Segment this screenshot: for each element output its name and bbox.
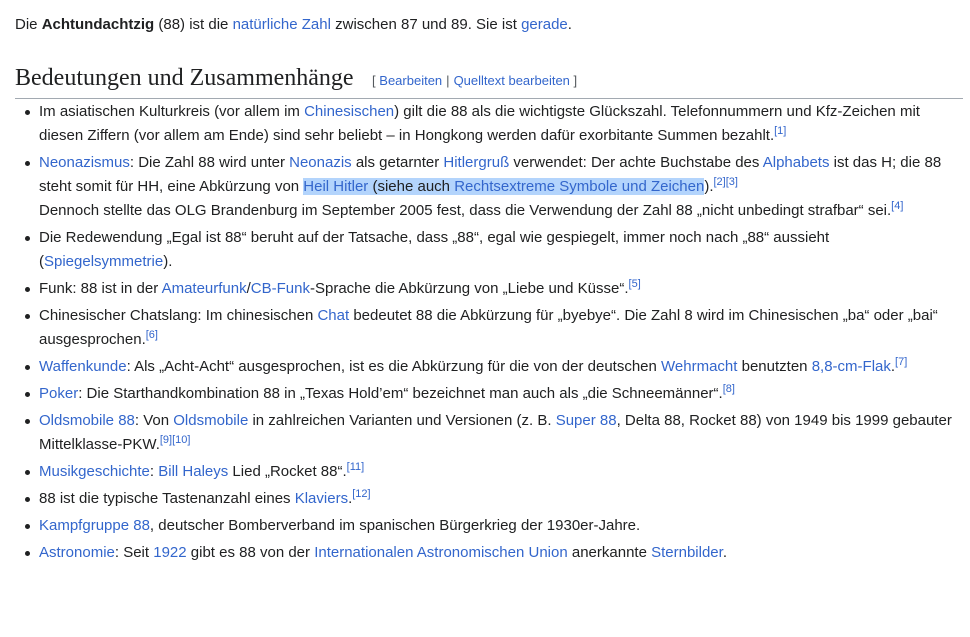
edit-link[interactable]: Bearbeiten bbox=[379, 73, 443, 88]
item-text: gibt es 88 von der bbox=[186, 544, 315, 561]
list-item bbox=[15, 100, 955, 148]
reference-link[interactable]: [9] bbox=[159, 434, 173, 446]
meanings-list bbox=[15, 100, 955, 568]
reference-link[interactable]: [5] bbox=[628, 278, 641, 290]
link-waffenkunde[interactable]: Waffenkunde bbox=[39, 358, 127, 375]
item-text: (siehe auch bbox=[368, 178, 455, 195]
reference-link[interactable]: [7] bbox=[895, 356, 908, 368]
item-text: : Die Starthandkombination 88 in „Texas Hold’em“ bezeichnet man auch als „die Schneemänner“. bbox=[78, 385, 723, 402]
link-wehrmacht[interactable]: Wehrmacht bbox=[661, 358, 738, 375]
link-oldsmobile[interactable]: Oldsmobile bbox=[173, 412, 249, 429]
edit-source-link[interactable]: Quelltext bearbeiten bbox=[453, 73, 570, 88]
link-gerade[interactable]: gerade bbox=[521, 16, 568, 33]
link-spiegelsymmetrie[interactable]: Spiegelsymmetrie bbox=[44, 253, 164, 270]
item-text: : Die Zahl 88 wird unter bbox=[129, 154, 290, 171]
reference-link[interactable]: [11] bbox=[346, 461, 365, 473]
item-text: Im asiatischen Kulturkreis (vor allem im bbox=[39, 103, 305, 120]
link-astronomie[interactable]: Astronomie bbox=[39, 544, 115, 561]
link-neonazismus[interactable]: Neonazismus bbox=[39, 154, 130, 171]
item-text: . bbox=[348, 490, 353, 507]
item-text: Funk: 88 ist in der bbox=[39, 280, 162, 297]
link-oldsmobile-88[interactable]: Oldsmobile 88 bbox=[39, 412, 135, 429]
item-text: : Als „Acht-Acht“ ausgesprochen, ist es die Abkürzung für die von der deutschen bbox=[126, 358, 662, 375]
link-musikgeschichte[interactable]: Musikgeschichte bbox=[39, 463, 150, 480]
link-super-88[interactable]: Super 88 bbox=[555, 412, 617, 429]
item-text: / bbox=[246, 280, 251, 297]
item-text: : bbox=[149, 463, 159, 480]
edit-section-links bbox=[372, 73, 577, 88]
list-item bbox=[15, 541, 955, 565]
item-text: Die Redewendung „Egal ist 88“ beruht auf der Tatsache, dass „88“, egal wie gespiegelt, immer noch nach „88“ aussieht ( bbox=[39, 229, 830, 270]
item-text: : Von bbox=[134, 412, 174, 429]
item-text: . bbox=[890, 358, 896, 375]
intro-text: Die bbox=[15, 16, 42, 33]
article-subject: Achtundachtzig bbox=[41, 16, 155, 33]
reference-link[interactable]: [1] bbox=[774, 125, 787, 137]
link-hitlergruss[interactable]: Hitlergruß bbox=[443, 154, 510, 171]
item-text: verwendet: Der achte Buchstabe des bbox=[509, 154, 763, 171]
link-sternbilder[interactable]: Sternbilder bbox=[651, 544, 723, 561]
link-bill-haleys[interactable]: Bill Haleys bbox=[158, 463, 229, 480]
reference-link[interactable]: [3] bbox=[725, 176, 738, 188]
link-rechtsextreme-symbole[interactable]: Rechtsextreme Symbole und Zeichen bbox=[454, 178, 705, 195]
item-text: -Sprache die Abkürzung von „Liebe und Küsse“. bbox=[309, 280, 629, 297]
text-selection bbox=[303, 178, 704, 195]
link-kampfgruppe-88[interactable]: Kampfgruppe 88 bbox=[39, 517, 150, 534]
intro-paragraph bbox=[15, 14, 572, 36]
list-item bbox=[15, 382, 955, 406]
link-iau[interactable]: Internationalen Astronomischen Union bbox=[314, 544, 568, 561]
list-item bbox=[15, 277, 955, 301]
link-chat[interactable]: Chat bbox=[317, 307, 350, 324]
list-item bbox=[15, 487, 955, 511]
link-heil-hitler[interactable]: Heil Hitler bbox=[303, 178, 369, 195]
item-text: Lied „Rocket 88“. bbox=[228, 463, 347, 480]
intro-text: zwischen 87 und 89. Sie ist bbox=[330, 16, 522, 33]
item-text: als getarnter bbox=[351, 154, 444, 171]
item-text: . bbox=[722, 544, 727, 561]
list-item bbox=[15, 355, 955, 379]
link-neonazis[interactable]: Neonazis bbox=[289, 154, 352, 171]
link-flak[interactable]: 8,8-cm-Flak bbox=[811, 358, 891, 375]
item-text: in zahlreichen Varianten und Versionen (z. B. bbox=[248, 412, 556, 429]
link-alphabets[interactable]: Alphabets bbox=[762, 154, 830, 171]
reference-link[interactable]: [8] bbox=[722, 383, 735, 395]
list-item bbox=[15, 514, 955, 538]
link-klaviers[interactable]: Klaviers bbox=[294, 490, 349, 507]
item-text: 88 ist die typische Tastenanzahl eines bbox=[39, 490, 295, 507]
item-text: ). bbox=[704, 178, 714, 195]
list-item bbox=[15, 304, 955, 352]
link-natuerliche-zahl[interactable]: natürliche Zahl bbox=[232, 16, 331, 33]
item-text: bedeutet 88 die Abkürzung für „byebye“. Die Zahl 8 wird im Chinesischen „ba“ oder „bai“ ausgesprochen. bbox=[39, 307, 938, 348]
item-text: benutzten bbox=[737, 358, 812, 375]
item-text: , Delta 88, Rocket 88) von 1949 bis 1999 gebauter Mittelklasse-PKW. bbox=[39, 412, 952, 453]
list-item bbox=[15, 460, 955, 484]
item-text: anerkannte bbox=[567, 544, 652, 561]
section-title: Bedeutungen und Zusammenhänge bbox=[15, 65, 354, 91]
link-amateurfunk[interactable]: Amateurfunk bbox=[161, 280, 247, 297]
item-text: , deutscher Bomberverband im spanischen Bürgerkrieg der 1930er-Jahre. bbox=[149, 517, 641, 534]
section-heading-row bbox=[15, 62, 963, 99]
link-cb-funk[interactable]: CB-Funk bbox=[250, 280, 310, 297]
reference-link[interactable]: [10] bbox=[172, 434, 191, 446]
intro-text: (88) ist die bbox=[154, 16, 233, 33]
intro-text: . bbox=[567, 16, 572, 33]
separator: | bbox=[446, 73, 450, 88]
link-chinesischen[interactable]: Chinesischen bbox=[304, 103, 395, 120]
bracket-open: [ bbox=[372, 73, 376, 88]
reference-link[interactable]: [2] bbox=[713, 176, 726, 188]
reference-link[interactable]: [4] bbox=[891, 200, 904, 212]
list-item bbox=[15, 409, 955, 457]
bracket-close: ] bbox=[573, 73, 578, 88]
reference-link[interactable]: [6] bbox=[145, 329, 158, 341]
list-item bbox=[15, 226, 955, 274]
list-item bbox=[15, 151, 955, 223]
item-text: ) gilt die 88 als die wichtigste Glückszahl. Telefonnummern und Kfz-Zeichen mit diesen Ziffern (vor allem am Ende) sind sehr beliebt – in Hongkong werden dafür exorbitante Summen bezahlt. bbox=[39, 103, 920, 144]
link-poker[interactable]: Poker bbox=[39, 385, 79, 402]
item-text: : Seit bbox=[114, 544, 154, 561]
link-1922[interactable]: 1922 bbox=[153, 544, 187, 561]
reference-link[interactable]: [12] bbox=[352, 488, 371, 500]
item-text: ). bbox=[163, 253, 173, 270]
item-text: ist das H; die 88 steht somit für HH, eine Abkürzung von bbox=[39, 154, 942, 195]
item-text: Chinesischer Chatslang: Im chinesischen bbox=[39, 307, 318, 324]
item-text: Dennoch stellte das OLG Brandenburg im September 2005 fest, dass die Verwendung der Zahl 88 „nicht unbedingt strafbar“ sei. bbox=[39, 202, 892, 219]
